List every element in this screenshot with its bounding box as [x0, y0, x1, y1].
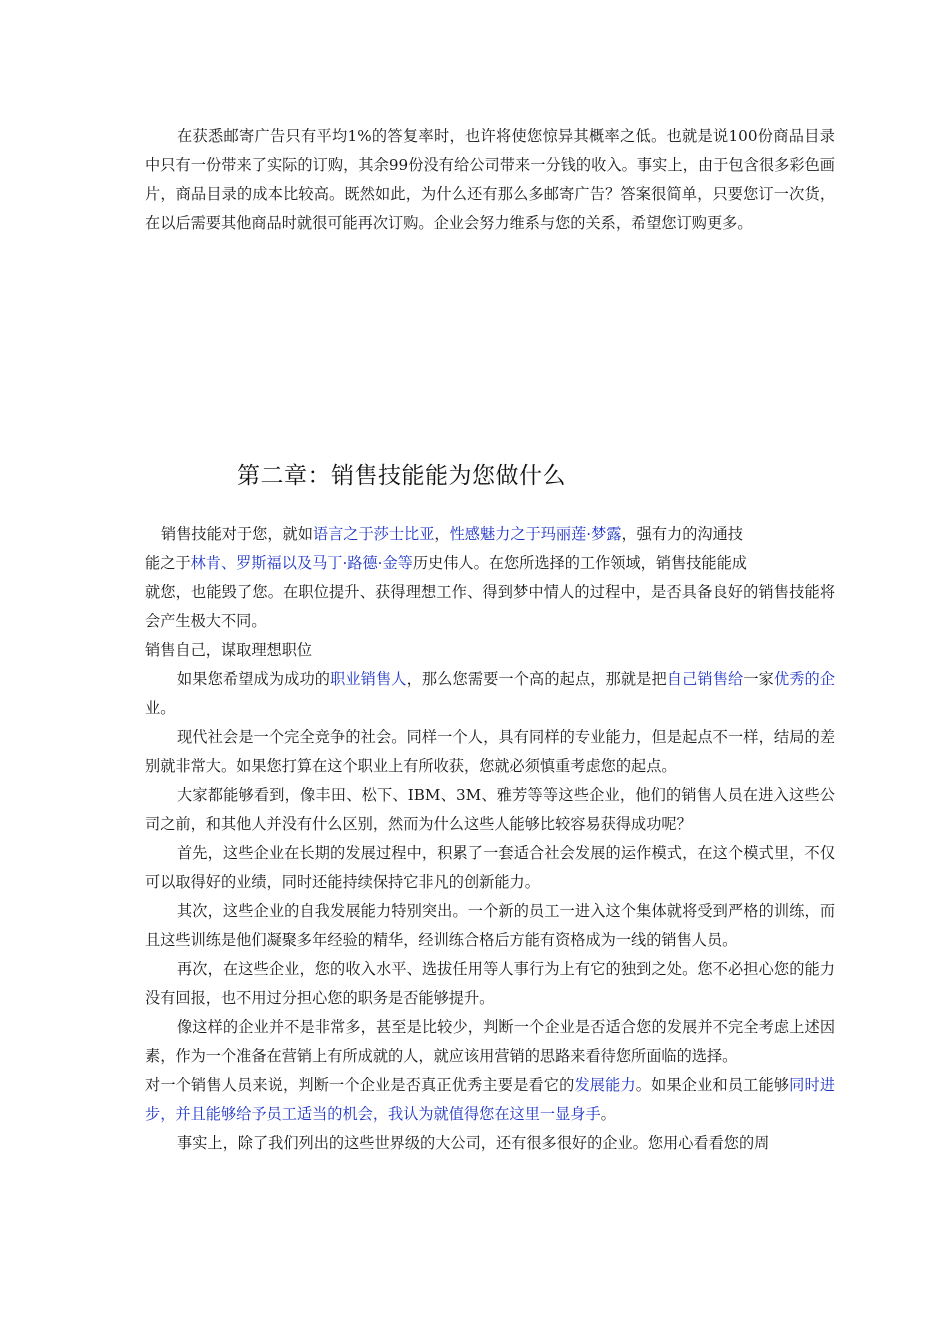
- paragraph-6: 其次，这些企业的自我发展能力特别突出。一个新的员工一进入这个集体就将受到严格的训练，而且这些训练是他们凝聚多年经验的精华，经训练合格后方能有资格成为一线的销售人员。: [145, 902, 835, 949]
- subheading: 销售自己，谋取理想职位: [145, 641, 313, 659]
- link-development-ability[interactable]: 发展能力: [574, 1076, 636, 1094]
- paragraph-3: 现代社会是一个完全竞争的社会。同样一个人，具有同样的专业能力，但是起点不一样，结局的差别就非常大。如果您打算在这个职业上有所收获，您就必须慎重考虑您的起点。: [145, 728, 835, 775]
- link-shakespeare[interactable]: 语言之于莎士比亚: [312, 525, 435, 543]
- intro-section: [145, 122, 835, 238]
- p9-text-1: 对一个销售人员来说，判断一个企业是否真正优秀主要是看它的: [145, 1076, 575, 1094]
- paragraph-1-cont: [145, 549, 835, 578]
- p1-text-4: 能之于: [145, 554, 191, 572]
- chapter-title: 第二章：销售技能能为您做什么: [237, 463, 566, 489]
- paragraph-1: [145, 520, 835, 549]
- paragraph-8: 像这样的企业并不是非常多，甚至是比较少，判断一个企业是否适合您的发展并不完全考虑上述因素，作为一个准备在营销上有所成就的人，就应该用营销的思路来看待您所面临的选择。: [145, 1018, 835, 1065]
- intro-paragraph: 在获悉邮寄广告只有平均1%的答复率时，也许将使您惊异其概率之低。也就是说100份商品目录中只有一份带来了实际的订购，其余99份没有给公司带来一分钱的收入。事实上，由于包含很多彩色画片，商品目录的成本比较高。既然如此，为什么还有那么多邮寄广告？答案很简单，只要您订一次货，在以后需要其他商品时就很可能再次订购。企业会努力维系与您的关系，希望您订购更多。: [145, 127, 835, 232]
- paragraph-7: 再次，在这些企业，您的收入水平、选拔任用等人事行为上有它的独到之处。您不必担心您的能力没有回报，也不用过分担心您的职务是否能够提升。: [145, 960, 835, 1007]
- p9-text-2: 。如果企业和员工能够: [635, 1076, 790, 1094]
- p2-text-4: 业。: [145, 699, 176, 717]
- p2-text-2: ，那么您需要一个高的起点，那就是把: [406, 670, 667, 688]
- link-excellent-company[interactable]: 优秀的企: [773, 670, 836, 688]
- link-historic-figures[interactable]: 林肯、罗斯福以及马丁·路德·金等: [190, 554, 413, 572]
- p1-text-3: ，强有力的沟通技: [621, 525, 743, 543]
- p2-text-3: 一家: [743, 670, 774, 688]
- chapter-body: [145, 520, 835, 1158]
- paragraph-2: [145, 665, 835, 723]
- paragraph-10: 事实上，除了我们列出的这些世界级的大公司，还有很多很好的企业。您用心看看您的周: [177, 1134, 770, 1152]
- paragraph-1-end: 就您，也能毁了您。在职位提升、获得理想工作、得到梦中情人的过程中，是否具备良好的销售技能将会产生极大不同。: [145, 583, 835, 630]
- paragraph-4: 大家都能够看到，像丰田、松下、IBM、3M、雅芳等等这些企业，他们的销售人员在进入这些公司之前，和其他人并没有什么区别，然而为什么这些人能够比较容易获得成功呢？: [145, 786, 835, 833]
- link-progress-together[interactable]: 同时进步，并且能够给予员工适当的机会，我认为就值得您在这里一显身手: [145, 1076, 836, 1123]
- p2-text-1: 如果您希望成为成功的: [177, 670, 331, 688]
- p9-text-3: 。: [600, 1105, 616, 1123]
- link-professional-sales[interactable]: 职业销售人: [330, 670, 407, 688]
- p1-text-5: 历史伟人。在您所选择的工作领域，销售技能能成: [412, 554, 747, 572]
- link-monroe[interactable]: 性感魅力之于玛丽莲·梦露: [449, 525, 622, 543]
- p1-text-2: ，: [434, 525, 450, 543]
- paragraph-5: 首先，这些企业在长期的发展过程中，积累了一套适合社会发展的运作模式，在这个模式里，不仅可以取得好的业绩，同时还能持续保持它非凡的创新能力。: [145, 844, 835, 891]
- link-sell-yourself[interactable]: 自己销售给: [666, 670, 744, 688]
- paragraph-9: [145, 1071, 835, 1129]
- p1-text-1: 销售技能对于您，就如: [161, 525, 313, 543]
